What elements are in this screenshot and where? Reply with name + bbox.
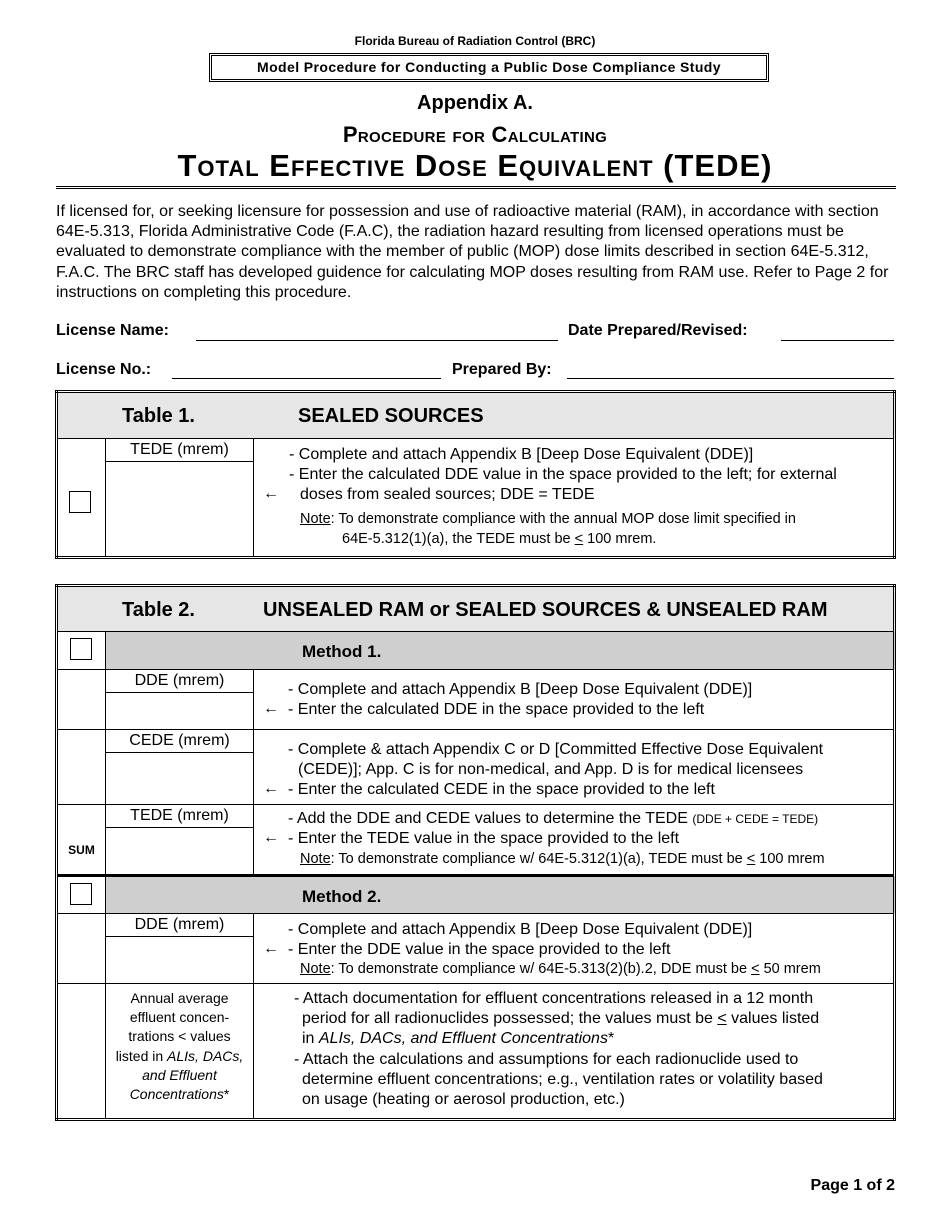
- license-no-field[interactable]: [172, 378, 441, 379]
- effluent-line-4: - Attach the calculations and assumptions for each radionuclide used to: [294, 1051, 799, 1068]
- table-1-checkbox[interactable]: [69, 491, 91, 513]
- table-1-line-1: - Complete and attach Appendix B [Deep Dose Equivalent (DDE)]: [289, 446, 754, 463]
- effluent-line-3: in ALIs, DACs, and Effluent Concentrations*: [302, 1030, 615, 1047]
- method-2-dde-input[interactable]: [106, 937, 253, 983]
- tede-input[interactable]: [106, 462, 253, 556]
- method-2-dde-line-1: - Complete and attach Appendix B [Deep Dose Equivalent (DDE)]: [288, 921, 753, 938]
- method-1-dde-line-2: - Enter the calculated DDE in the space provided to the left: [288, 701, 705, 718]
- effluent-line-5: determine effluent concentrations; e.g., ventilation rates or volatility based: [302, 1071, 823, 1088]
- arrow-left-icon: ←: [263, 485, 279, 502]
- arrow-left-icon: ←: [263, 780, 279, 797]
- method-1-cede-line-3: - Enter the calculated CEDE in the space provided to the left: [288, 781, 715, 798]
- table-1-line-2: - Enter the calculated DDE value in the space provided to the left; for external: [289, 466, 837, 483]
- table-1-note-cont: 64E-5.312(1)(a), the TEDE must be < 100 mrem.: [342, 531, 657, 547]
- method-1-cede-line-1: - Complete & attach Appendix C or D [Committed Effective Dose Equivalent: [288, 741, 824, 758]
- table-1-line-3: doses from sealed sources; DDE = TEDE: [300, 486, 595, 503]
- method-1-tede-input[interactable]: [106, 828, 253, 874]
- method-1-dde-label: DDE (mrem): [106, 670, 253, 693]
- method-1-title: Method 1.: [302, 642, 382, 661]
- prepared-by-label: Prepared By:: [452, 361, 552, 378]
- table-1-note: Note: To demonstrate compliance with the annual MOP dose limit specified in: [300, 511, 796, 527]
- effluent-label: Annual average effluent concen-trations < values listed in ALIs, DACs, and Effluent Concentrations*: [115, 990, 244, 1103]
- table-1-number: Table 1.: [122, 405, 195, 427]
- effluent-line-6: on usage (heating or aerosol production, etc.): [302, 1091, 625, 1108]
- table-1-header: [57, 392, 895, 439]
- method-1-note: Note: To demonstrate compliance w/ 64E-5.312(1)(a), TEDE must be < 100 mrem: [300, 851, 825, 867]
- date-prepared-label: Date Prepared/Revised:: [568, 322, 748, 339]
- appendix-label: Appendix A.: [417, 92, 533, 114]
- method-2-checkbox[interactable]: [70, 883, 92, 905]
- method-1-cede-label: CEDE (mrem): [106, 730, 253, 753]
- method-1-cede-input[interactable]: [106, 753, 253, 804]
- method-1-dde-input[interactable]: [106, 693, 253, 729]
- procedure-subtitle: Procedure for Calculating: [342, 122, 608, 147]
- prepared-by-field[interactable]: [567, 378, 894, 379]
- arrow-left-icon: ←: [263, 700, 279, 717]
- license-name-field[interactable]: [196, 340, 558, 341]
- tede-label: TEDE (mrem): [106, 439, 253, 462]
- table-2-unsealed-ram: [55, 584, 896, 1121]
- method-1-tede-line-1: - Add the DDE and CEDE values to determine the TEDE (DDE + CEDE = TEDE): [288, 810, 819, 827]
- model-procedure-title: Model Procedure for Conducting a Public Dose Compliance Study: [209, 53, 769, 82]
- page-title: Total Effective Dose Equivalent (TEDE): [177, 148, 773, 183]
- method-2-title: Method 2.: [302, 887, 382, 906]
- arrow-left-icon: ←: [263, 940, 279, 957]
- effluent-line-1: - Attach documentation for effluent concentrations released in a 12 month: [294, 990, 814, 1007]
- agency-name: Florida Bureau of Radiation Control (BRC): [354, 34, 596, 48]
- table-2-header: [57, 586, 895, 632]
- date-prepared-field[interactable]: [781, 340, 894, 341]
- arrow-left-icon: ←: [263, 829, 279, 846]
- method-1-checkbox[interactable]: [70, 638, 92, 660]
- license-no-label: License No.:: [56, 361, 152, 378]
- method-1-tede-line-2: - Enter the TEDE value in the space provided to the left: [288, 830, 680, 847]
- license-name-label: License Name:: [56, 322, 169, 339]
- method-2-dde-line-2: - Enter the DDE value in the space provided to the left: [288, 941, 671, 958]
- table-1-title: SEALED SOURCES: [298, 405, 484, 427]
- sum-label: SUM: [68, 843, 95, 857]
- method-1-tede-label: TEDE (mrem): [106, 805, 253, 828]
- table-2-title: UNSEALED RAM or SEALED SOURCES & UNSEALED RAM: [263, 599, 828, 621]
- table-2-number: Table 2.: [122, 599, 195, 621]
- effluent-line-2: period for all radionuclides possessed; the values must be < values listed: [302, 1010, 820, 1027]
- title-divider: [56, 186, 896, 189]
- table-1-sealed-sources: [55, 390, 896, 559]
- intro-paragraph: If licensed for, or seeking licensure for possession and use of radioactive material (RAM), in accordance with section 64E-5.313, Florida Administrative Code (F.A.C), the radiation hazard resulting from licensed operations must be evaluated to demonstrate compliance with the member of public (MOP) dose limits described in section 64E-5.312, F.A.C. The BRC staff has developed guidence for calculating MOP doses resulting from RAM use. Refer to Page 2 for instructions on completing this procedure.: [56, 203, 889, 301]
- method-1-cede-line-2: (CEDE)]; App. C is for non-medical, and App. D is for medical licensees: [298, 761, 804, 778]
- page-number: Page 1 of 2: [810, 1177, 895, 1194]
- method-1-dde-line-1: - Complete and attach Appendix B [Deep Dose Equivalent (DDE)]: [288, 681, 753, 698]
- method-2-note: Note: To demonstrate compliance w/ 64E-5.313(2)(b).2, DDE must be < 50 mrem: [300, 961, 821, 977]
- method-2-dde-label: DDE (mrem): [106, 914, 253, 937]
